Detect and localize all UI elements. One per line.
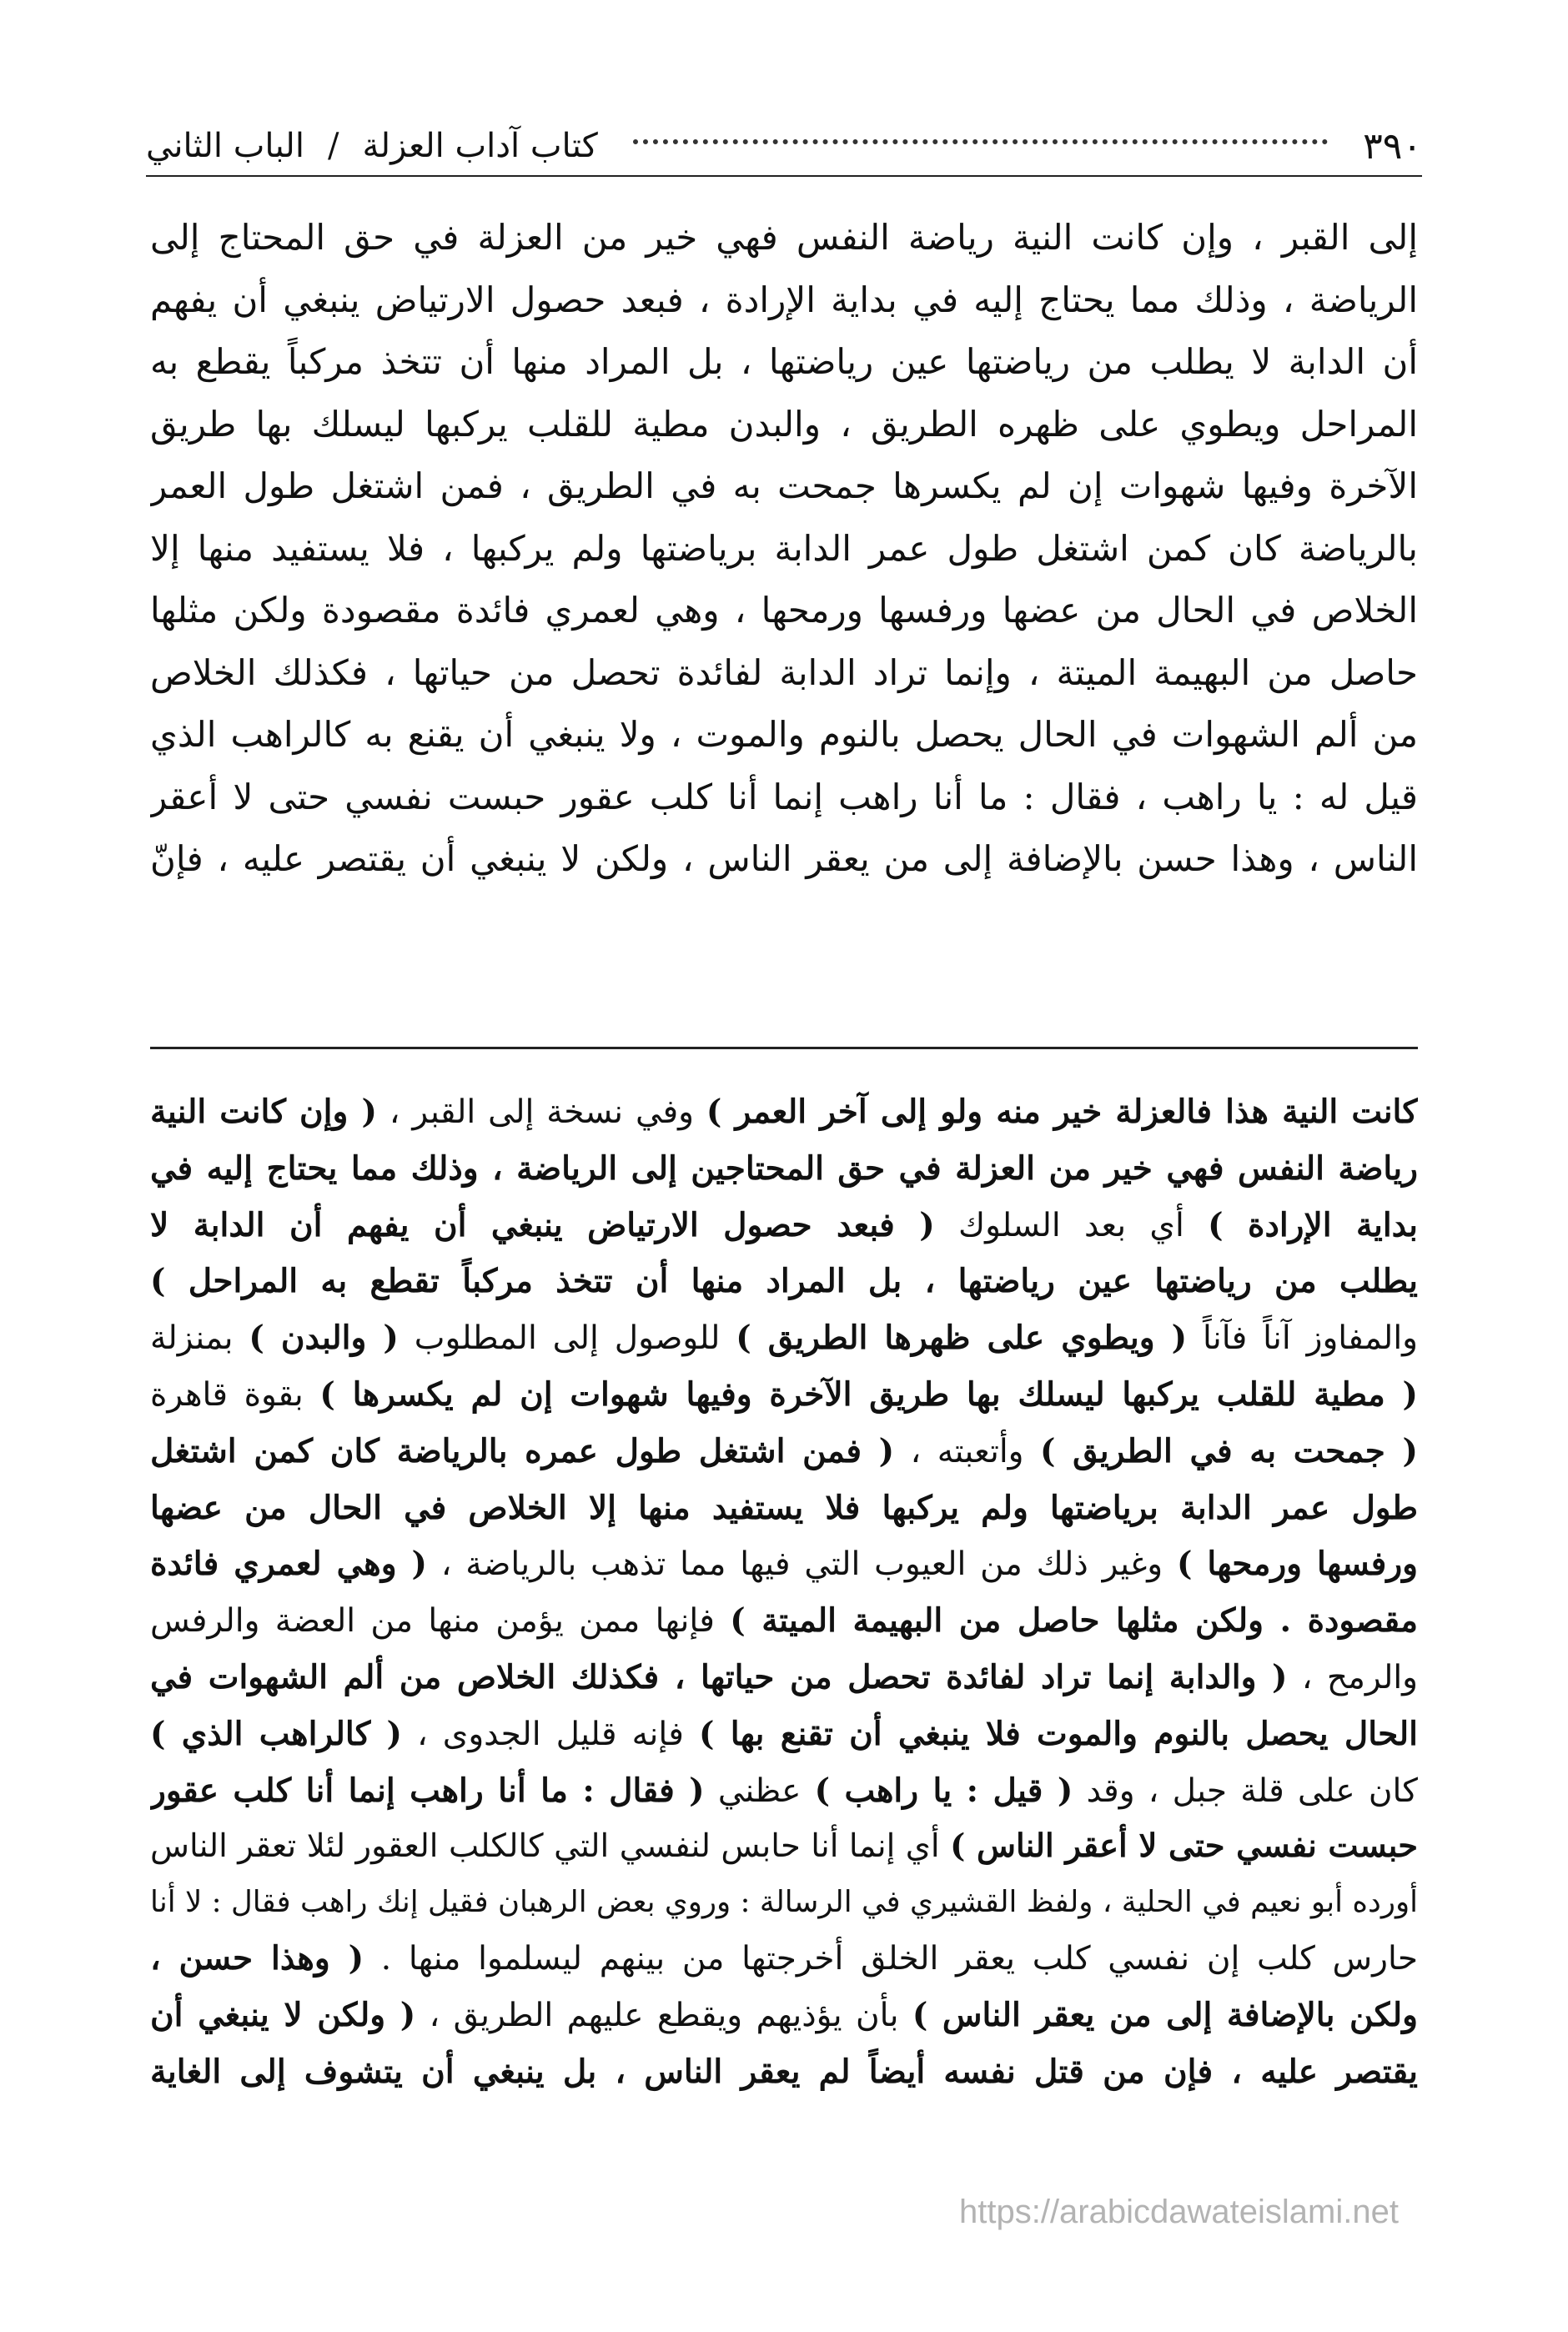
watermark: https://arabicdawateislami.net — [959, 2194, 1399, 2230]
quoted-text-run: ( فمن اشتغل طول عمره بالرياضة كان كمن اشتغل — [150, 1431, 895, 1470]
main-text-line: أن الدابة لا يطلب من رياضتها عين رياضتها ، بل المراد منها أن تتخذ مركباً يقطع به — [150, 341, 1418, 382]
commentary-line — [150, 1763, 1418, 1820]
quoted-text-run: ( والدابة إنما تراد لفائدة تحصل من حياتها ، فكذلك الخلاص من ألم الشهوات في — [150, 1657, 1288, 1696]
commentary-run: أورده أبو نعيم في الحلية ، ولفظ القشيري في الرسالة : وروي بعض الرهبان فقيل إنك راهب فقال : لا أنا — [150, 1885, 1418, 1920]
quoted-text-run: طول عمر الدابة برياضتها ولم يركبها فلا يستفيد منها إلا الخلاص في الحال من عضها — [150, 1488, 1418, 1527]
commentary-run: فإنها ممن يؤمن منها من العضة والرفس — [150, 1602, 731, 1641]
quoted-text-run: كانت النية هذا فالعزلة خير منه ولو إلى آخر العمر ) — [706, 1093, 1418, 1131]
main-text-line: الآخرة وفيها شهوات إن لم يكسرها جمحت به في الطريق ، فمن اشتغل طول العمر — [150, 465, 1418, 506]
chapter-title: الباب الثاني — [146, 127, 304, 165]
quoted-text-run: ( قيل : يا راهب ) — [814, 1771, 1073, 1810]
commentary-line — [150, 1141, 1418, 1198]
quoted-text-run: بداية الإرادة ) — [1208, 1205, 1418, 1244]
quoted-text-run: يطلب من رياضتها عين رياضتها ، بل المراد منها أن تتخذ مركباً تقطع به المراحل ) — [150, 1262, 1418, 1301]
commentary-line — [150, 1310, 1418, 1367]
main-text-line: إلى القبر ، وإن كانت النية رياضة النفس فهي خير من العزلة في حق المحتاج إلى — [150, 217, 1418, 258]
commentary-line — [150, 1650, 1418, 1706]
quoted-text-run: ( والبدن ) — [249, 1319, 399, 1358]
commentary-run: بأن يؤذيهم ويقطع عليهم الطريق ، — [415, 1996, 912, 2034]
quoted-text-run: ولكن بالإضافة إلى من يعقر الناس ) — [912, 1995, 1418, 2034]
main-text-line: قيل له : يا راهب ، فقال : ما أنا راهب إنما أنا كلب عقور حبست نفسي حتى لا أعقر — [150, 776, 1418, 817]
commentary-line — [150, 1424, 1418, 1480]
quoted-text-run: ( جمحت به في الطريق ) — [1040, 1431, 1418, 1470]
commentary-line — [150, 1367, 1418, 1424]
page-number: ٣٩٠ — [1363, 124, 1422, 168]
running-header — [146, 117, 1422, 177]
commentary-run: والمفاوز آناً فآناً — [1187, 1319, 1418, 1358]
quoted-text-run: حبست نفسي حتى لا أعقر الناس ) — [950, 1827, 1418, 1866]
quoted-text-run: ( ولكن لا ينبغي أن — [150, 1995, 416, 2034]
commentary-run: أي إنما أنا حابس لنفسي التي كالكلب العقور لئلا تعقر الناس — [150, 1827, 951, 1866]
commentary-run: للوصول إلى المطلوب — [398, 1319, 736, 1358]
commentary-line — [150, 1931, 1418, 1988]
commentary-run: بمنزلة — [150, 1319, 249, 1358]
quoted-text-run: رياضة النفس فهي خير من العزلة في حق المحتاجين إلى الرياضة ، وذلك مما يحتاج إليه في — [150, 1148, 1418, 1188]
main-text-line: المراحل ويطوي على ظهره الطريق ، والبدن مطية للقلب يركبها ليسلك بها طريق — [150, 403, 1418, 445]
quoted-text-run: ( مطية للقلب يركبها ليسلك بها طريق الآخرة وفيها شهوات إن لم يكسرها ) — [319, 1375, 1418, 1414]
quoted-text-run: ( ويطوي على ظهرها الطريق ) — [736, 1319, 1188, 1358]
main-text-line: حاصل من البهيمة الميتة ، وإنما تراد الدابة لفائدة تحصل من حياتها ، فكذلك الخلاص — [150, 651, 1418, 693]
commentary-run: والرمح ، — [1287, 1658, 1418, 1696]
quoted-text-run: ( كالراهب الذي ) — [150, 1714, 403, 1753]
main-text-line: الناس ، وهذا حسن بالإضافة إلى من يعقر الناس ، ولكن لا ينبغي أن يقتصر عليه ، فإنّ — [150, 838, 1418, 879]
commentary-run: حارس كلب إن نفسي كلب يعقر الخلق أخرجتها من بينهم ليسلموا منها . — [364, 1939, 1418, 1978]
commentary-line — [150, 1536, 1418, 1593]
quoted-text-run: الحال يحصل بالنوم والموت فلا ينبغي أن تقنع بها ) — [698, 1714, 1418, 1753]
quoted-text-run: ( فقال : ما أنا راهب إنما أنا كلب عقور — [150, 1771, 705, 1810]
commentary-run: كان على قلة جبل ، وقد — [1073, 1772, 1418, 1810]
commentary-line — [150, 1819, 1418, 1875]
quoted-text-run: ( فبعد حصول الارتياض ينبغي أن يفهم أن الدابة لا — [150, 1205, 935, 1244]
main-text-line: من ألم الشهوات في الحال يحصل بالنوم والموت ، ولا ينبغي أن يقنع به كالراهب الذي — [150, 714, 1418, 755]
quoted-text-run: ورفسها ورمحها ) — [1176, 1545, 1418, 1584]
commentary-run: عظني — [704, 1772, 815, 1810]
commentary-run: وأتعبته ، — [894, 1432, 1041, 1470]
commentary-run: فإنه قليل الجدوى ، — [402, 1715, 699, 1753]
commentary-line — [150, 1706, 1418, 1763]
commentary-run: أي بعد السلوك — [934, 1206, 1209, 1244]
quoted-text-run: ( وهي لعمري فائدة — [150, 1545, 428, 1584]
commentary-line — [150, 1593, 1418, 1650]
commentary-line — [150, 2044, 1418, 2101]
commentary-line — [150, 1480, 1418, 1537]
commentary-line — [150, 1084, 1418, 1141]
commentary-text — [150, 1084, 1418, 2100]
quoted-text-run: ( وهذا حسن ، — [150, 1938, 364, 1978]
commentary-line — [150, 1198, 1418, 1254]
footnote-divider — [150, 1047, 1418, 1049]
header-dot-leader — [633, 139, 1328, 144]
quoted-text-run: ( وإن كانت النية — [150, 1093, 377, 1131]
main-text-line: الخلاص في الحال من عضها ورفسها ورمحها ، وهي لعمري فائدة مقصودة ولكن مثلها — [150, 590, 1418, 631]
book-title: كتاب آداب العزلة — [362, 127, 598, 165]
commentary-run: وفي نسخة إلى القبر ، — [376, 1093, 706, 1131]
commentary-run: وغير ذلك من العيوب التي فيها مما تذهب بالرياضة ، — [427, 1545, 1177, 1584]
commentary-run: بقوة قاهرة — [150, 1375, 320, 1414]
main-text — [150, 207, 1418, 891]
main-text-line: بالرياضة كان كمن اشتغل طول عمر الدابة برياضتها ولم يركبها ، فلا يستفيد منها إلا — [150, 527, 1418, 569]
quoted-text-run: مقصودة . ولكن مثلها حاصل من البهيمة الميتة ) — [730, 1601, 1418, 1641]
header-separator: / — [327, 127, 339, 165]
commentary-line — [150, 1988, 1418, 2044]
main-text-line: الرياضة ، وذلك مما يحتاج إليه في بداية الإرادة ، فبعد حصول الارتياض ينبغي أن يفهم — [150, 279, 1418, 320]
quoted-text-run: يقتصر عليه ، فإن من قتل نفسه أيضاً لم يعقر الناس ، بل ينبغي أن يتشوف إلى الغاية — [150, 2052, 1418, 2091]
commentary-line — [150, 1875, 1418, 1931]
commentary-line — [150, 1254, 1418, 1310]
